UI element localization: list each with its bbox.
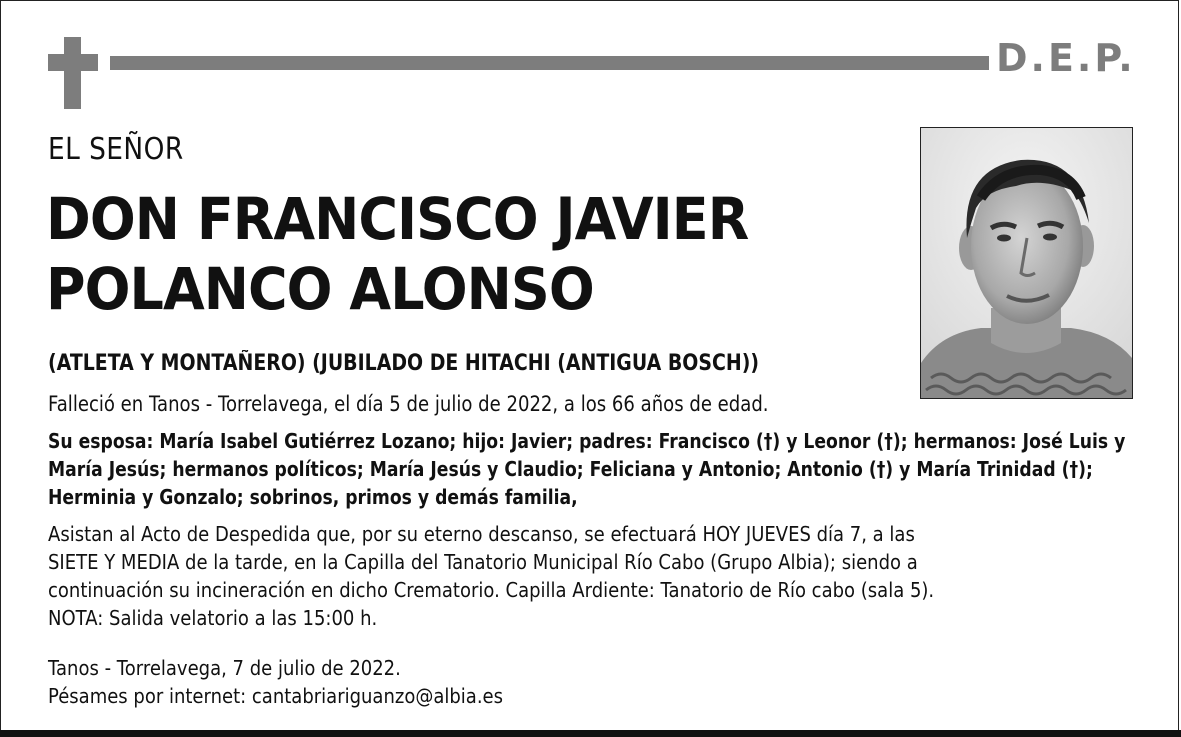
cross-icon-bar: [48, 54, 98, 71]
service-line: Asistan al Acto de Despedida que, por su eterno descanso, se efectuará HOY JUEVES día 7, a las: [48, 522, 915, 546]
title-prefix: EL SEÑOR: [48, 132, 184, 167]
service-details: [48, 520, 934, 632]
header-rule: [110, 56, 989, 70]
closing-block: [48, 654, 503, 710]
service-line: continuación su incineración en dicho Crematorio. Capilla Ardiente: Tanatorio de Río cabo (sala 5).: [48, 578, 935, 602]
condolences-line: Pésames por internet: cantabriariguanzo@albia.es: [48, 684, 503, 708]
name-line-2: POLANCO ALONSO: [46, 255, 594, 323]
deceased-name: [46, 184, 748, 324]
dep-label: D.E.P.: [996, 36, 1136, 80]
cross-icon: [64, 37, 81, 109]
place-date: Tanos - Torrelavega, 7 de julio de 2022.: [48, 656, 401, 680]
family-list: [48, 427, 1125, 511]
family-line: Su esposa: María Isabel Gutiérrez Lozano; hijo: Javier; padres: Francisco (†) y Leonor (†); hermanos: José Luis y: [48, 429, 1126, 453]
bottom-border: [0, 730, 1181, 737]
death-statement: Falleció en Tanos - Torrelavega, el día 5 de julio de 2022, a los 66 años de edad.: [48, 392, 769, 416]
portrait-photo: [920, 127, 1133, 399]
service-line: NOTA: Salida velatorio a las 15:00 h.: [48, 606, 378, 630]
family-line: Herminia y Gonzalo; sobrinos, primos y demás familia,: [48, 485, 578, 509]
family-line: María Jesús; hermanos políticos; María Jesús y Claudio; Feliciana y Antonio; Antonio (†) y María Trinidad (†);: [48, 457, 1093, 481]
occupation: (ATLETA Y MONTAÑERO) (JUBILADO DE HITACHI (ANTIGUA BOSCH)): [48, 351, 759, 376]
name-line-1: DON FRANCISCO JAVIER: [46, 185, 749, 253]
service-line: SIETE Y MEDIA de la tarde, en la Capilla del Tanatorio Municipal Río Cabo (Grupo Albia); siendo a: [48, 550, 918, 574]
